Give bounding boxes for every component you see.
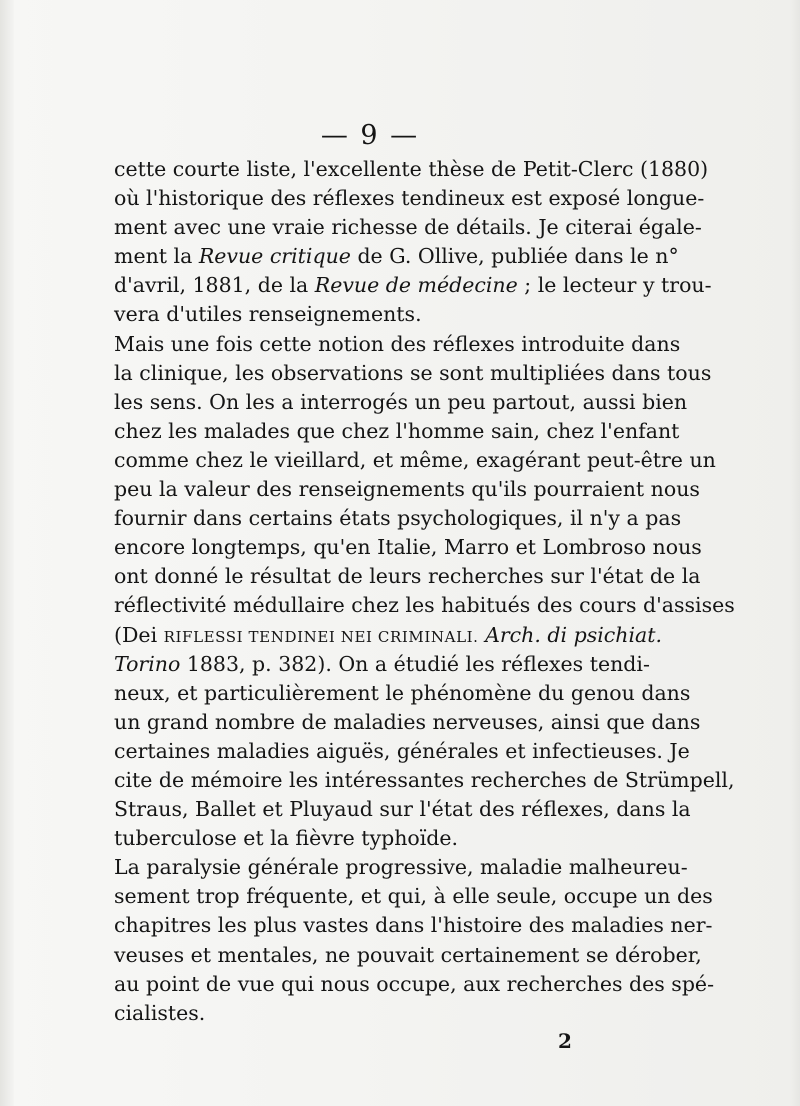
text-line: sement trop fréquente, et qui, à elle seule, occupe un des: [114, 884, 713, 909]
printer-signature-mark: 2: [558, 1029, 572, 1053]
text-line: neux, et particulièrement le phénomène du genou dans: [114, 680, 691, 705]
text-line: encore longtemps, qu'en Italie, Marro et Lombroso nous: [114, 535, 702, 560]
text-line: Torino 1883, p. 382). On a étudié les réflexes tendi-: [114, 651, 650, 676]
text-line: vera d'utiles renseignements.: [114, 302, 422, 327]
text-line: peu la valeur des renseignements qu'ils pourraient nous: [114, 477, 700, 502]
text-line: réflectivité médullaire chez les habitués des cours d'assises: [114, 593, 735, 618]
text-line: où l'historique des réflexes tendineux est exposé longue-: [114, 186, 705, 211]
text-line: comme chez le vieillard, et même, exagérant peut-être un: [114, 447, 716, 472]
text-line: ment avec une vraie richesse de détails. Je citerai égale-: [114, 215, 702, 240]
text-line: cite de mémoire les intéressantes recherches de Strümpell,: [114, 767, 735, 792]
text-line: au point de vue qui nous occupe, aux recherches des spé-: [114, 971, 714, 996]
text-line: chez les malades que chez l'homme sain, chez l'enfant: [114, 418, 680, 443]
city-name: Torino: [114, 651, 181, 676]
text-line: Straus, Ballet et Pluyaud sur l'état des réflexes, dans la: [114, 797, 691, 822]
journal-title: Arch. di psichiat.: [485, 622, 662, 647]
text-line: cialistes.: [114, 1000, 206, 1025]
journal-title: Revue critique: [198, 244, 351, 269]
body-text: [114, 155, 735, 1028]
page-number: — 9 —: [320, 120, 420, 151]
text-line: chapitres les plus vastes dans l'histoire des maladies ner-: [114, 913, 713, 938]
scan-edge-right: [790, 0, 800, 1106]
text-line: la clinique, les observations se sont multipliées dans tous: [114, 360, 712, 385]
text-line: ont donné le résultat de leurs recherches sur l'état de la: [114, 564, 701, 589]
scan-edge-left: [0, 0, 14, 1106]
text-line: (Dei RIFLESSI TENDINEI NEI CRIMINALI. Arch. di psichiat.: [114, 622, 662, 647]
text-line: un grand nombre de maladies nerveuses, ainsi que dans: [114, 709, 701, 734]
text-line: d'avril, 1881, de la Revue de médecine ; le lecteur y trou-: [114, 273, 712, 298]
text-line: les sens. On les a interrogés un peu partout, aussi bien: [114, 389, 688, 414]
text-line: ment la Revue critique de G. Ollive, publiée dans le n°: [114, 244, 679, 269]
text-line: cette courte liste, l'excellente thèse de Petit-Clerc (1880): [114, 157, 709, 181]
text-line: certaines maladies aiguës, générales et infectieuses. Je: [114, 738, 690, 763]
text-line: La paralysie générale progressive, maladie malheureu-: [114, 855, 688, 880]
text-line: veuses et mentales, ne pouvait certainement se dérober,: [114, 942, 702, 967]
text-line: tuberculose et la fièvre typhoïde.: [114, 826, 459, 851]
journal-title: Revue de médecine: [314, 273, 518, 298]
text-line: fournir dans certains états psychologiques, il n'y a pas: [114, 506, 682, 531]
text-line: Mais une fois cette notion des réflexes introduite dans: [114, 331, 681, 356]
citation-title: RIFLESSI TENDINEI NEI CRIMINALI.: [163, 627, 479, 646]
